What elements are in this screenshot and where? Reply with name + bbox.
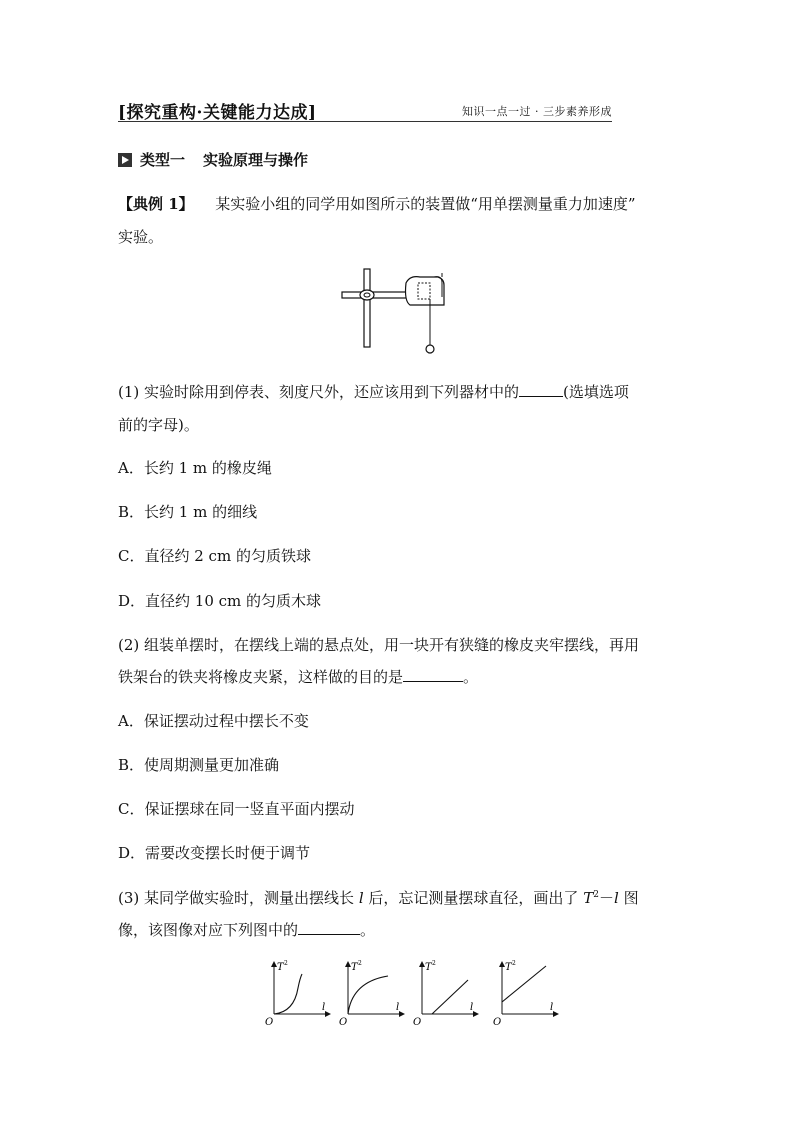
y-axis-label-sup: 2 bbox=[358, 960, 362, 967]
y-axis-label: T bbox=[277, 962, 284, 973]
q3-stem-b: 后，忘记测量摆球直径，画出了 bbox=[368, 889, 579, 907]
q2-option-a: A．保证摆动过程中摆长不变 bbox=[118, 712, 309, 730]
y-axis-label-sup: 2 bbox=[512, 960, 516, 967]
q2-stem-2b: 。 bbox=[463, 668, 479, 686]
pendulum-apparatus-figure bbox=[338, 265, 456, 357]
q3-sup: 2 bbox=[593, 890, 599, 900]
q3-stem-d: 图 bbox=[623, 889, 639, 907]
q3-stem-2a: 像，该图像对应下列图中的 bbox=[118, 921, 299, 939]
y-axis-label: T bbox=[351, 962, 358, 973]
graph-panel-3 bbox=[413, 960, 478, 1028]
q3-var-T: T bbox=[583, 889, 594, 907]
example-text-2: 实验。 bbox=[118, 228, 164, 246]
q2-stem-2a: 铁架台的铁夹将橡皮夹紧，这样做的目的是 bbox=[118, 668, 404, 686]
q1-stem-a: (1) 实验时除用到停表、刻度尺外，还应该用到下列器材中的 bbox=[118, 383, 520, 401]
q1-option-a: A．长约 1 m 的橡皮绳 bbox=[118, 459, 272, 477]
origin-label: O bbox=[339, 1017, 348, 1028]
q2-option-c: C．保证摆球在同一竖直平面内摆动 bbox=[118, 800, 355, 818]
section-header-subtitle: 知识一点一过 · 三步素养形成 bbox=[462, 105, 612, 118]
q3-minus: － bbox=[598, 889, 614, 907]
y-axis-label-sup: 2 bbox=[284, 960, 288, 967]
y-axis-label: T bbox=[425, 962, 432, 973]
graph-panel-4 bbox=[493, 960, 558, 1028]
section-heading bbox=[118, 149, 308, 170]
q3-stem-line-1 bbox=[118, 887, 639, 908]
example-line-1 bbox=[118, 193, 636, 214]
q1-answer-blank[interactable] bbox=[519, 382, 563, 397]
section-type-title: 实验原理与操作 bbox=[203, 151, 309, 169]
q2-answer-blank[interactable] bbox=[403, 667, 463, 682]
curve-line-x-intercept bbox=[432, 980, 468, 1014]
curve-concave-down bbox=[348, 976, 388, 1014]
example-tag: 【典例 1】 bbox=[118, 195, 194, 213]
q1-stem-line-1 bbox=[118, 381, 629, 402]
example-text-1: 某实验小组的同学用如图所示的装置做“用单摆测量重力加速度” bbox=[215, 195, 636, 213]
q2-stem-line-1: (2) 组装单摆时，在摆线上端的悬点处，用一块开有狭缝的橡皮夹牢摆线，再用 bbox=[118, 636, 640, 654]
q3-stem-2b: 。 bbox=[360, 921, 376, 939]
origin-label: O bbox=[265, 1017, 274, 1028]
q1-stem-b: (选填选项 bbox=[563, 383, 629, 401]
section-header-title: [探究重构·关键能力达成] bbox=[118, 103, 317, 123]
graph-options bbox=[254, 958, 564, 1030]
q2-option-d: D．需要改变摆长时便于调节 bbox=[118, 844, 311, 862]
curve-convex-up bbox=[274, 974, 302, 1014]
x-axis-label: l bbox=[470, 1002, 474, 1013]
q1-option-b: B．长约 1 m 的细线 bbox=[118, 503, 258, 521]
header-divider bbox=[118, 121, 612, 122]
q3-var-l2: l bbox=[613, 889, 619, 907]
graph-panel-1 bbox=[265, 960, 330, 1028]
q2-stem-line-2 bbox=[118, 666, 478, 687]
q3-answer-blank[interactable] bbox=[298, 920, 360, 935]
x-axis-label: l bbox=[396, 1002, 400, 1013]
y-axis-label: T bbox=[505, 962, 512, 973]
section-type-label: 类型一 bbox=[140, 151, 186, 169]
q1-option-d: D．直径约 10 cm 的匀质木球 bbox=[118, 592, 322, 610]
origin-label: O bbox=[413, 1017, 422, 1028]
play-arrow-icon bbox=[118, 153, 132, 167]
origin-label: O bbox=[493, 1017, 502, 1028]
x-axis-label: l bbox=[322, 1002, 326, 1013]
q1-option-c: C．直径约 2 cm 的匀质铁球 bbox=[118, 547, 311, 565]
q2-option-b: B．使周期测量更加准确 bbox=[118, 756, 280, 774]
y-axis-label-sup: 2 bbox=[432, 960, 436, 967]
x-axis-label: l bbox=[550, 1002, 554, 1013]
q1-stem-line-2: 前的字母)。 bbox=[118, 416, 199, 434]
q3-stem-a: (3) 某同学做实验时，测量出摆线长 bbox=[118, 889, 355, 907]
q3-stem-line-2 bbox=[118, 919, 375, 940]
q3-var-l: l bbox=[358, 889, 364, 907]
graph-panel-2 bbox=[339, 960, 404, 1028]
